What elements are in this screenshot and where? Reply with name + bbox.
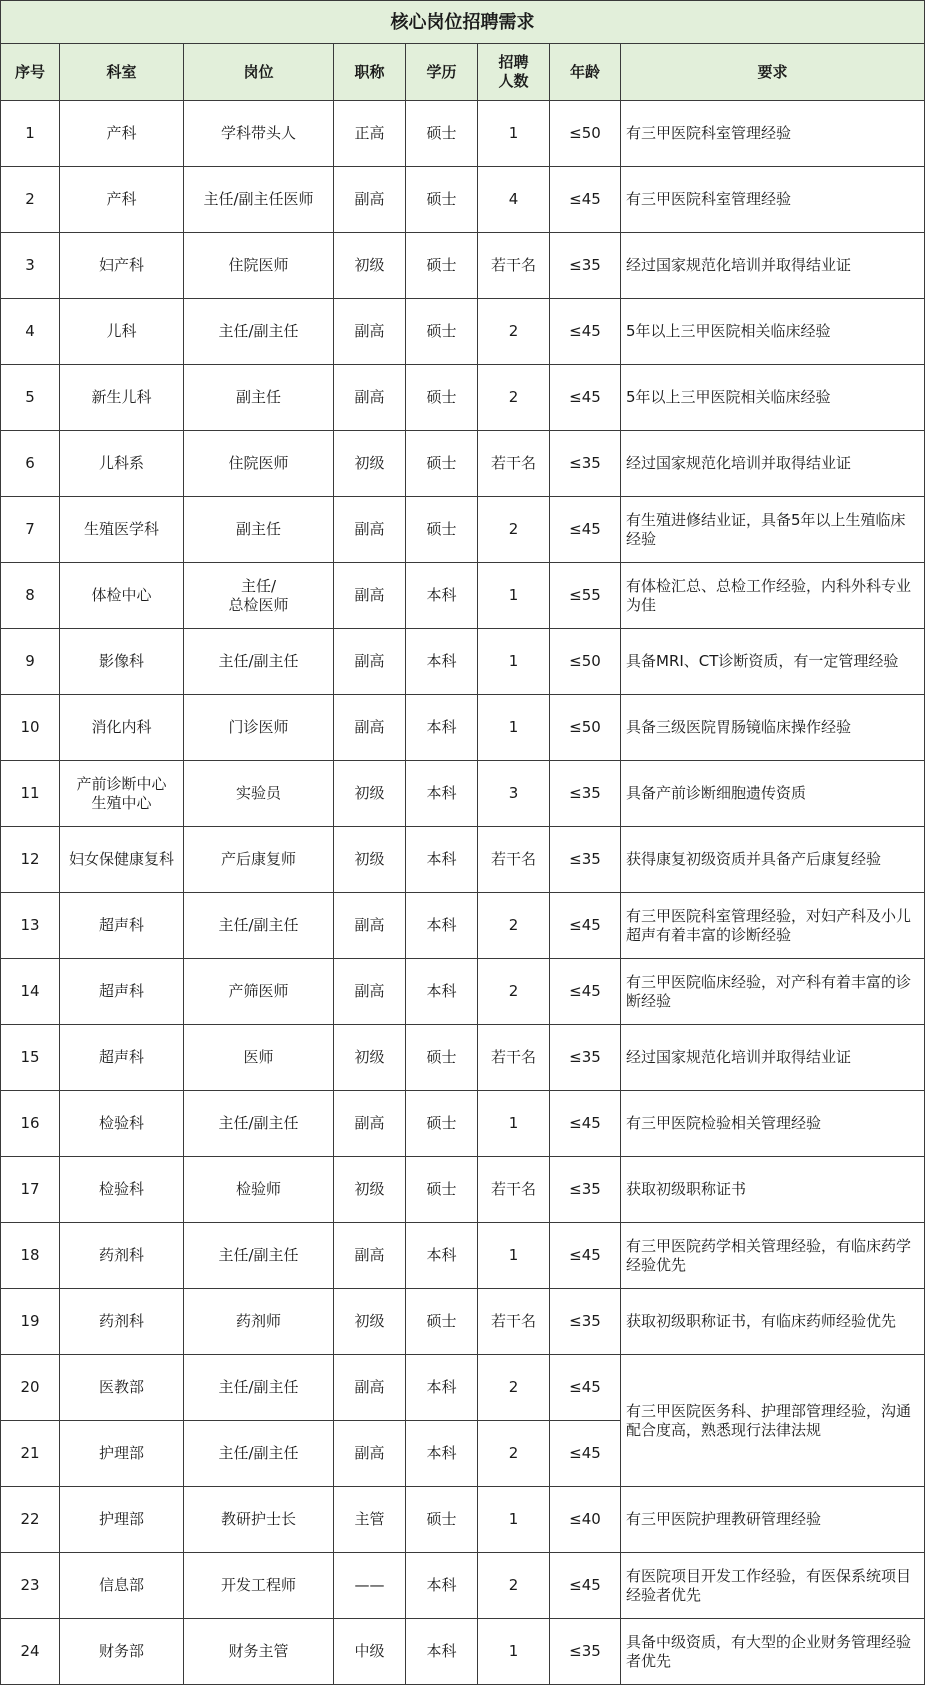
cell-index: 9 — [1, 629, 60, 695]
cell-edu: 硕士 — [406, 1157, 478, 1223]
cell-position: 主任/副主任 — [184, 893, 334, 959]
cell-count: 2 — [478, 299, 550, 365]
cell-edu: 本科 — [406, 959, 478, 1025]
cell-dept: 财务部 — [60, 1619, 184, 1685]
cell-dept: 护理部 — [60, 1421, 184, 1487]
cell-requirement: 有三甲医院科室管理经验，对妇产科及小儿超声有着丰富的诊断经验 — [621, 893, 925, 959]
table-row — [1, 1289, 925, 1355]
header-index: 序号 — [1, 44, 60, 101]
cell-position: 主任/副主任 — [184, 1091, 334, 1157]
cell-position: 实验员 — [184, 761, 334, 827]
cell-edu: 本科 — [406, 1619, 478, 1685]
cell-index: 17 — [1, 1157, 60, 1223]
cell-requirement: 具备MRI、CT诊断资质，有一定管理经验 — [621, 629, 925, 695]
cell-age: ≤45 — [550, 497, 621, 563]
cell-dept: 产科 — [60, 101, 184, 167]
cell-rank: 副高 — [334, 1223, 406, 1289]
table-row — [1, 1157, 925, 1223]
cell-position: 产筛医师 — [184, 959, 334, 1025]
cell-age: ≤45 — [550, 893, 621, 959]
header-req: 要求 — [621, 44, 925, 101]
cell-count: 若干名 — [478, 1025, 550, 1091]
cell-count: 2 — [478, 959, 550, 1025]
cell-age: ≤45 — [550, 299, 621, 365]
cell-dept: 检验科 — [60, 1157, 184, 1223]
cell-edu: 硕士 — [406, 431, 478, 497]
cell-age: ≤35 — [550, 761, 621, 827]
cell-dept: 体检中心 — [60, 563, 184, 629]
cell-age: ≤45 — [550, 1553, 621, 1619]
cell-requirement: 获取初级职称证书，有临床药师经验优先 — [621, 1289, 925, 1355]
cell-index: 13 — [1, 893, 60, 959]
table-row — [1, 365, 925, 431]
table-row — [1, 1619, 925, 1685]
cell-edu: 本科 — [406, 1553, 478, 1619]
cell-requirement: 有三甲医院药学相关管理经验，有临床药学经验优先 — [621, 1223, 925, 1289]
cell-rank: 副高 — [334, 167, 406, 233]
cell-edu: 本科 — [406, 761, 478, 827]
cell-age: ≤35 — [550, 1619, 621, 1685]
cell-dept: 检验科 — [60, 1091, 184, 1157]
table-row — [1, 101, 925, 167]
cell-index: 12 — [1, 827, 60, 893]
cell-index: 10 — [1, 695, 60, 761]
cell-age: ≤35 — [550, 1289, 621, 1355]
cell-edu: 本科 — [406, 629, 478, 695]
cell-position: 开发工程师 — [184, 1553, 334, 1619]
cell-index: 11 — [1, 761, 60, 827]
cell-age: ≤50 — [550, 101, 621, 167]
cell-index: 14 — [1, 959, 60, 1025]
cell-position: 学科带头人 — [184, 101, 334, 167]
cell-index: 20 — [1, 1355, 60, 1421]
cell-edu: 硕士 — [406, 233, 478, 299]
cell-position: 主任/副主任 — [184, 1421, 334, 1487]
header-count: 招聘 人数 — [478, 44, 550, 101]
cell-count: 2 — [478, 365, 550, 431]
cell-edu: 本科 — [406, 1223, 478, 1289]
cell-dept: 药剂科 — [60, 1223, 184, 1289]
cell-age: ≤45 — [550, 167, 621, 233]
cell-age: ≤35 — [550, 233, 621, 299]
cell-dept: 产科 — [60, 167, 184, 233]
cell-age: ≤45 — [550, 1355, 621, 1421]
cell-edu: 硕士 — [406, 1487, 478, 1553]
cell-rank: 初级 — [334, 1025, 406, 1091]
cell-age: ≤50 — [550, 695, 621, 761]
cell-edu: 硕士 — [406, 497, 478, 563]
cell-count: 若干名 — [478, 827, 550, 893]
cell-index: 22 — [1, 1487, 60, 1553]
cell-rank: 副高 — [334, 893, 406, 959]
cell-edu: 本科 — [406, 1421, 478, 1487]
cell-position: 产后康复师 — [184, 827, 334, 893]
cell-age: ≤45 — [550, 959, 621, 1025]
cell-index: 3 — [1, 233, 60, 299]
cell-count: 2 — [478, 1421, 550, 1487]
cell-age: ≤45 — [550, 365, 621, 431]
cell-dept: 儿科 — [60, 299, 184, 365]
cell-count: 1 — [478, 1223, 550, 1289]
cell-dept: 信息部 — [60, 1553, 184, 1619]
cell-rank: 中级 — [334, 1619, 406, 1685]
cell-rank: 初级 — [334, 431, 406, 497]
cell-requirement: 具备中级资质，有大型的企业财务管理经验者优先 — [621, 1619, 925, 1685]
table-body — [1, 101, 925, 1685]
cell-position: 住院医师 — [184, 233, 334, 299]
header-row — [1, 44, 925, 101]
cell-index: 4 — [1, 299, 60, 365]
cell-position: 药剂师 — [184, 1289, 334, 1355]
table-row — [1, 959, 925, 1025]
cell-requirement: 经过国家规范化培训并取得结业证 — [621, 1025, 925, 1091]
cell-count: 1 — [478, 101, 550, 167]
cell-count: 2 — [478, 497, 550, 563]
cell-rank: 副高 — [334, 497, 406, 563]
cell-dept: 护理部 — [60, 1487, 184, 1553]
cell-position: 医师 — [184, 1025, 334, 1091]
cell-dept: 消化内科 — [60, 695, 184, 761]
cell-edu: 本科 — [406, 563, 478, 629]
cell-index: 24 — [1, 1619, 60, 1685]
cell-position: 副主任 — [184, 497, 334, 563]
cell-index: 1 — [1, 101, 60, 167]
cell-rank: 初级 — [334, 761, 406, 827]
cell-age: ≤35 — [550, 1025, 621, 1091]
cell-index: 21 — [1, 1421, 60, 1487]
cell-age: ≤45 — [550, 1091, 621, 1157]
cell-position: 门诊医师 — [184, 695, 334, 761]
table-row — [1, 761, 925, 827]
cell-edu: 硕士 — [406, 101, 478, 167]
cell-position: 主任/副主任 — [184, 1355, 334, 1421]
cell-rank: —— — [334, 1553, 406, 1619]
cell-edu: 硕士 — [406, 1091, 478, 1157]
cell-count: 2 — [478, 893, 550, 959]
cell-age: ≤50 — [550, 629, 621, 695]
cell-age: ≤40 — [550, 1487, 621, 1553]
cell-requirement: 经过国家规范化培训并取得结业证 — [621, 233, 925, 299]
cell-count: 2 — [478, 1553, 550, 1619]
cell-requirement: 有三甲医院科室管理经验 — [621, 167, 925, 233]
cell-position: 主任/副主任 — [184, 629, 334, 695]
cell-edu: 本科 — [406, 893, 478, 959]
cell-count: 4 — [478, 167, 550, 233]
cell-rank: 副高 — [334, 959, 406, 1025]
table-row — [1, 695, 925, 761]
cell-requirement: 具备三级医院胃肠镜临床操作经验 — [621, 695, 925, 761]
cell-position: 主任/副主任 — [184, 299, 334, 365]
cell-position: 主任/ 总检医师 — [184, 563, 334, 629]
cell-requirement: 有三甲医院科室管理经验 — [621, 101, 925, 167]
cell-age: ≤35 — [550, 827, 621, 893]
cell-index: 6 — [1, 431, 60, 497]
cell-requirement: 有三甲医院护理教研管理经验 — [621, 1487, 925, 1553]
cell-count: 3 — [478, 761, 550, 827]
cell-edu: 本科 — [406, 1355, 478, 1421]
cell-edu: 硕士 — [406, 167, 478, 233]
cell-requirement: 有体检汇总、总检工作经验，内科外科专业为佳 — [621, 563, 925, 629]
cell-requirement: 5年以上三甲医院相关临床经验 — [621, 365, 925, 431]
cell-requirement: 获取初级职称证书 — [621, 1157, 925, 1223]
cell-rank: 副高 — [334, 365, 406, 431]
header-rank: 职称 — [334, 44, 406, 101]
cell-index: 2 — [1, 167, 60, 233]
cell-count: 若干名 — [478, 1289, 550, 1355]
cell-position: 主任/副主任 — [184, 1223, 334, 1289]
table-row — [1, 1223, 925, 1289]
cell-rank: 主管 — [334, 1487, 406, 1553]
table-row — [1, 893, 925, 959]
cell-age: ≤35 — [550, 431, 621, 497]
cell-index: 15 — [1, 1025, 60, 1091]
title-row — [1, 1, 925, 44]
cell-index: 18 — [1, 1223, 60, 1289]
cell-age: ≤45 — [550, 1421, 621, 1487]
table-row — [1, 1553, 925, 1619]
cell-requirement: 有医院项目开发工作经验，有医保系统项目经验者优先 — [621, 1553, 925, 1619]
cell-index: 19 — [1, 1289, 60, 1355]
cell-age: ≤55 — [550, 563, 621, 629]
cell-position: 主任/副主任医师 — [184, 167, 334, 233]
cell-rank: 初级 — [334, 1289, 406, 1355]
cell-rank: 副高 — [334, 563, 406, 629]
cell-rank: 正高 — [334, 101, 406, 167]
cell-requirement: 有三甲医院检验相关管理经验 — [621, 1091, 925, 1157]
cell-rank: 副高 — [334, 695, 406, 761]
cell-index: 23 — [1, 1553, 60, 1619]
cell-rank: 初级 — [334, 233, 406, 299]
cell-count: 1 — [478, 563, 550, 629]
table-row — [1, 563, 925, 629]
cell-count: 1 — [478, 695, 550, 761]
cell-dept: 妇产科 — [60, 233, 184, 299]
header-age: 年龄 — [550, 44, 621, 101]
table-row — [1, 299, 925, 365]
cell-count: 1 — [478, 1619, 550, 1685]
cell-edu: 硕士 — [406, 1025, 478, 1091]
cell-position: 住院医师 — [184, 431, 334, 497]
table-row — [1, 827, 925, 893]
cell-rank: 副高 — [334, 1421, 406, 1487]
cell-rank: 副高 — [334, 1091, 406, 1157]
cell-dept: 超声科 — [60, 1025, 184, 1091]
table-row — [1, 431, 925, 497]
cell-index: 16 — [1, 1091, 60, 1157]
cell-count: 1 — [478, 1487, 550, 1553]
cell-position: 教研护士长 — [184, 1487, 334, 1553]
table-row — [1, 167, 925, 233]
cell-rank: 副高 — [334, 629, 406, 695]
cell-position: 检验师 — [184, 1157, 334, 1223]
cell-edu: 硕士 — [406, 1289, 478, 1355]
cell-age: ≤45 — [550, 1223, 621, 1289]
table-row — [1, 1355, 925, 1421]
cell-dept: 生殖医学科 — [60, 497, 184, 563]
table-row — [1, 497, 925, 563]
cell-rank: 初级 — [334, 1157, 406, 1223]
cell-count: 2 — [478, 1355, 550, 1421]
cell-rank: 初级 — [334, 827, 406, 893]
cell-dept: 儿科系 — [60, 431, 184, 497]
cell-index: 7 — [1, 497, 60, 563]
table-row — [1, 1091, 925, 1157]
header-position: 岗位 — [184, 44, 334, 101]
header-edu: 学历 — [406, 44, 478, 101]
cell-requirement: 有三甲医院医务科、护理部管理经验，沟通配合度高，熟悉现行法律法规 — [621, 1355, 925, 1487]
cell-count: 1 — [478, 1091, 550, 1157]
cell-requirement: 有三甲医院临床经验，对产科有着丰富的诊断经验 — [621, 959, 925, 1025]
cell-dept: 影像科 — [60, 629, 184, 695]
table-row — [1, 1487, 925, 1553]
cell-edu: 本科 — [406, 827, 478, 893]
cell-count: 若干名 — [478, 233, 550, 299]
cell-requirement: 有生殖进修结业证，具备5年以上生殖临床经验 — [621, 497, 925, 563]
cell-count: 若干名 — [478, 1157, 550, 1223]
table-row — [1, 233, 925, 299]
cell-position: 财务主管 — [184, 1619, 334, 1685]
cell-edu: 硕士 — [406, 299, 478, 365]
header-dept: 科室 — [60, 44, 184, 101]
cell-dept: 产前诊断中心 生殖中心 — [60, 761, 184, 827]
cell-rank: 副高 — [334, 299, 406, 365]
cell-count: 1 — [478, 629, 550, 695]
table-row — [1, 1025, 925, 1091]
cell-requirement: 经过国家规范化培训并取得结业证 — [621, 431, 925, 497]
cell-dept: 超声科 — [60, 959, 184, 1025]
cell-dept: 超声科 — [60, 893, 184, 959]
cell-count: 若干名 — [478, 431, 550, 497]
table-title: 核心岗位招聘需求 — [1, 1, 925, 44]
cell-edu: 本科 — [406, 695, 478, 761]
cell-rank: 副高 — [334, 1355, 406, 1421]
table-row — [1, 629, 925, 695]
cell-age: ≤35 — [550, 1157, 621, 1223]
cell-edu: 硕士 — [406, 365, 478, 431]
cell-dept: 药剂科 — [60, 1289, 184, 1355]
cell-position: 副主任 — [184, 365, 334, 431]
cell-requirement: 获得康复初级资质并具备产后康复经验 — [621, 827, 925, 893]
cell-dept: 新生儿科 — [60, 365, 184, 431]
cell-dept: 妇女保健康复科 — [60, 827, 184, 893]
cell-requirement: 5年以上三甲医院相关临床经验 — [621, 299, 925, 365]
cell-index: 5 — [1, 365, 60, 431]
cell-requirement: 具备产前诊断细胞遗传资质 — [621, 761, 925, 827]
cell-dept: 医教部 — [60, 1355, 184, 1421]
cell-index: 8 — [1, 563, 60, 629]
